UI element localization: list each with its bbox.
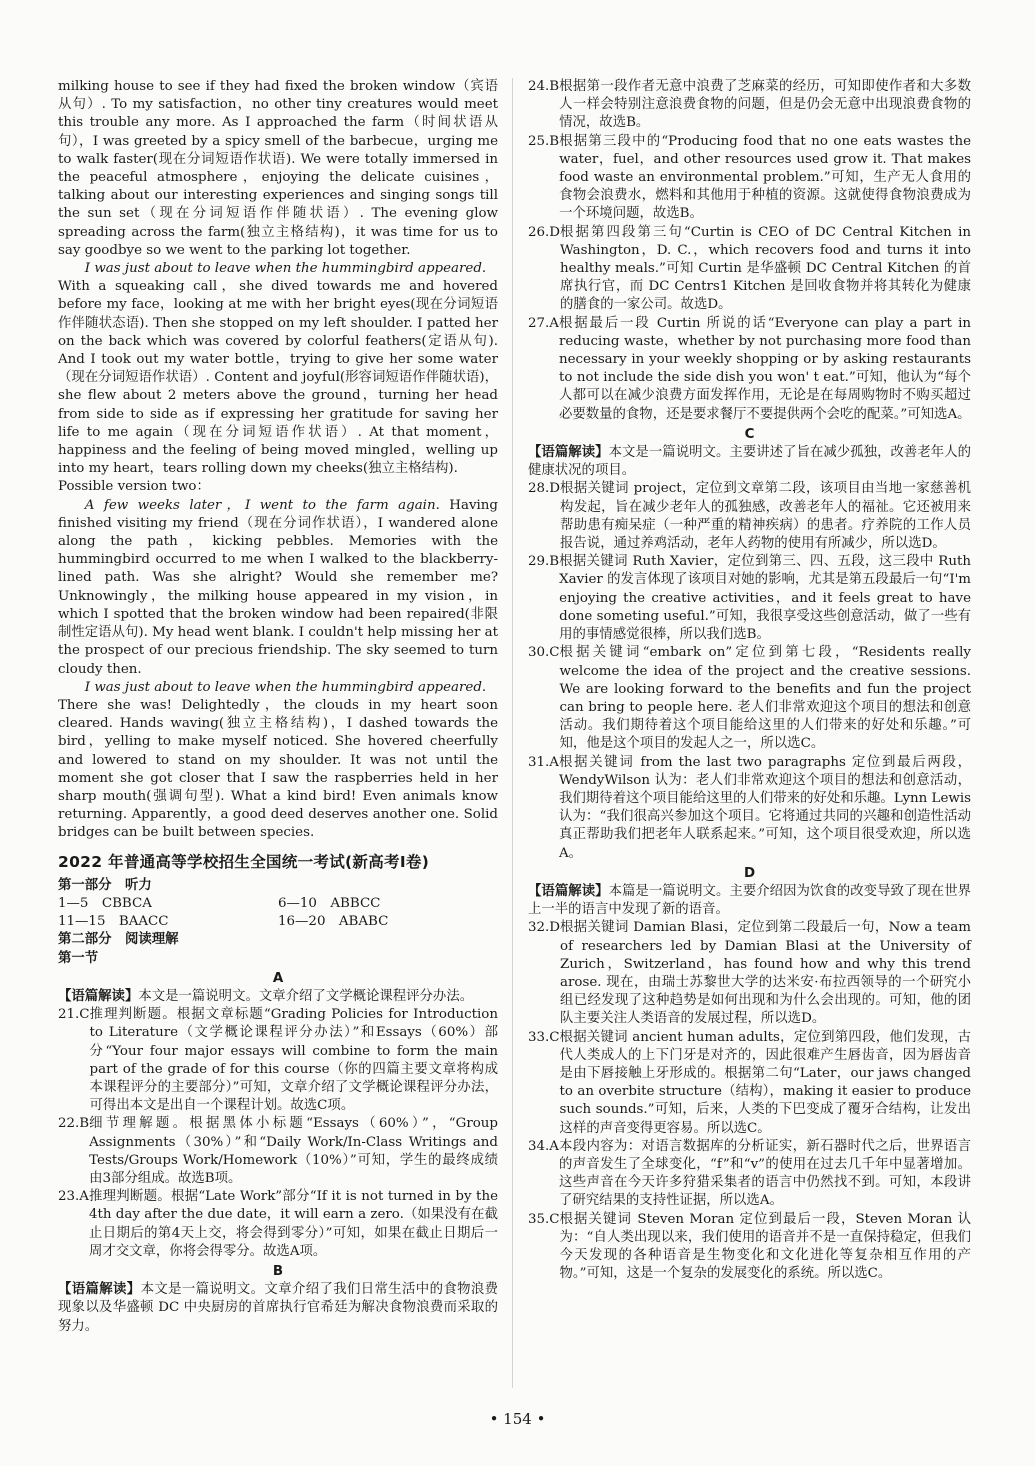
essay-lead-sentence-2: A few weeks later，I went to the farm again.: [84, 497, 440, 513]
answer-item: [528, 315, 971, 424]
page-number: • 154 •: [489, 1410, 546, 1428]
left-column: [58, 78, 498, 1336]
answer-row: [58, 895, 498, 913]
answer-explanation: 根据关键词 project，定位到文章第二段，该项目由当地一家慈善机构发起，旨在减少老年人的孤独感，改善老年人的福祉。它还被用来帮助患有痴呆症（一种严重的精神疾病）的患者。疗养院的工作人员报告说，通过养鸡活动，老年人药物的使用有所减少，所以选D。: [560, 481, 971, 552]
reading-note-text: 本文是一篇说明文。主要讲述了旨在减少孤独，改善老年人的健康状况的项目。: [528, 445, 972, 479]
passage-a-heading: A: [272, 970, 284, 986]
answer-item: [58, 1006, 498, 1115]
reading-note-d: [528, 883, 971, 919]
answer-explanation: 根据第四段第三句“Curtin is CEO of DC Central Kitchen in Washington，D. C.，which recovers food and turns it into healthy meals.”可知 Curtin 是华盛顿 DC Central Kitchen 的首席执行官，而 DC Centrs1 Kitchen 是回收食物并将其转化为健康的膳食的一家公司。故选D。: [560, 224, 971, 313]
answer-number: 35.C: [528, 1211, 560, 1227]
reading-note-c: [528, 444, 971, 480]
answer-explanation: 本段内容为：对语言数据库的分析证实，新石器时代之后，世界语言的声音发生了全球变化，“f”和“v”的使用在过去几千年中显著增加。这些声音在今天许多狩猎采集者的语言中仍然找不到。可知，本段讲了研究结果的支持性证据，所以选A。: [558, 1138, 971, 1209]
answer-item: [58, 1115, 498, 1188]
answer-number: 33.C: [528, 1029, 560, 1045]
answer-explanation: 根据关键词“embark on”定位到第七段，“Residents really welcome the idea of the project and the creative sessions. We are looking forward to the benefits and fun the project can bring to people here. 老人们非常欢迎这个项目的想法和创意活动。我们期待着这个项目能给这里的人们带来的好处和乐趣。”可知，他是这个项目的发起人之一，所以选C。: [559, 645, 971, 752]
answer-item: [528, 1029, 971, 1138]
answer-explanation: 推理判断题。根据文章标题“Grading Policies for Introduction to Literature（文学概论课程评分办法）”和Essays（60%）部分“Your four major essays will combine to form the main part of the grade of for this course（你的四篇主要文章将构成本课程评分的主要部分）”可知，文章介绍了文学概论课程评分办法，可得出本文是出自一个课程计划。故选C项。: [89, 1007, 498, 1114]
essay-paragraph-2: With a squeaking call，she dived towards me and hovered before my face，looking at me with her bright eyes(现在分词短语作伴随状态语). Then she stopped on my left shoulder. I patted her on the back which was covered by colorful feathers(定语从句). And I took out my water bottle，trying to give her some water（现在分词短语作状语）. Content and joyful(形容词短语作伴随状语)，she flew about 2 meters above the ground，turning her head from side to side as if expressing her gratitude for saving her life to me again（现在分词短语作状语）. At that moment，happiness and the feeling of being moved mingled，welling up into my heart，tears rolling down my cheeks(独立主格结构).: [58, 279, 498, 477]
answer-explanation: 根据第一段作者无意中浪费了芝麻菜的经历，可知即使作者和大多数人一样会特别注意浪费食物的问题，但是仍会无意中出现浪费食物的情况，故选B。: [559, 79, 971, 131]
answer-explanation: 根据关键词 Steven Moran 定位到最后一段，Steven Moran 认为：“自人类出现以来，我们使用的语音并不是一直保持稳定，但我们今天发现的各种语音是生物变化和文化进化等复杂相互作用的产物。”可知，这是一个复杂的发展变化的系统。所以选C。: [559, 1211, 971, 1282]
reading-note-text: 本文是一篇说明文。文章介绍了我们日常生活中的食物浪费现象以及华盛顿 DC 中央厨房的首席执行官希廷为解决食物浪费而采取的努力。: [58, 1282, 499, 1334]
reading-note-text: 本篇是一篇说明文。主要介绍因为饮食的改变导致了现在世界上一半的语言中发现了新的语音。: [528, 883, 972, 918]
essay-paragraph-3-wrapper: [58, 497, 498, 679]
answer-explanation: 根据关键词 Damian Blasi，定位到第二段最后一句，Now a team of researchers led by Damian Blasi at the University of Zurich，Switzerland，has found how and why this trend arose. 现在，由瑞士苏黎世大学的达米安·布拉西领导的一个研究小组已经发现了这种趋势是如何出现和为什么会出现的。可知，他的团队主要关注人类语音的发展过程，所以选D。: [560, 920, 971, 1027]
answer-item: [528, 480, 971, 553]
reading-note-text: 本文是一篇说明文。文章介绍了文学概论课程评分办法。: [138, 988, 474, 1004]
part-2-heading: 第二部分 阅读理解: [58, 932, 179, 948]
passage-c-heading: C: [744, 426, 755, 442]
answer-explanation: 根据最后一段 Curtin 所说的话“Everyone can play a part in reducing waste，whether by not purchasing more food than necessary in your weekly shopping or by asking restaurants to not include the side dish you won' t eat.”可知，他认为“每个人都可以在减少浪费方面发挥作用，无论是在每周购物时不购买超过必要数量的食物，还是要求餐厅不要提供两个会吃的配菜。”可知选A。: [558, 315, 971, 422]
exam-title: 2022 年普通高等学校招生全国统一考试(新高考Ⅰ卷): [58, 852, 430, 871]
answer-number: 31.A: [528, 754, 559, 770]
answer-number: 30.C: [528, 645, 560, 661]
essay-lead-sentence-3: I was just about to leave when the hummingbird appeared.: [84, 679, 487, 695]
answer-number: 24.B: [528, 79, 560, 94]
answer-range: 11—15 BAACC: [58, 914, 169, 930]
part-1-heading: 第一部分 听力: [58, 877, 152, 893]
answer-range: 1—5 CBBCA: [58, 895, 152, 911]
reading-note-tag: 【语篇解读】: [528, 883, 609, 899]
essay-paragraph-4: There she was! Delightedly，the clouds in my heart soon cleared. Hands waving(独立主格结构)，I dashed towards the bird，yelling to make myself noticed. She hovered cheerfully and lowered to stand on my shoulder. It was not until the moment she got closer that I saw the raspberries held in her sharp mouth(强调句型). What a kind bird! Even animals know returning. Apparently，a good deed deserves another one. Solid bridges can be built between species.: [58, 697, 498, 841]
answer-number: 29.B: [528, 554, 560, 570]
answer-item: [528, 1211, 971, 1284]
answer-number: 23.A: [58, 1189, 89, 1205]
answer-explanation: 细节理解题。根据黑体小标题“Essays（60%）”，“Group Assignments（30%）”和“Daily Work/In-Class Writings and Tests/Groups Work/Homework（10%）”可知，学生的最终成绩由3部分组成。故选B项。: [89, 1116, 498, 1186]
answer-number: 26.D: [528, 224, 561, 240]
answer-number: 32.D: [528, 920, 561, 936]
answer-item: [528, 644, 971, 753]
answer-item: [528, 919, 971, 1028]
answer-item: [528, 754, 971, 863]
essay-paragraph-3: Having finished visiting my friend（现在分词作状语），I wandered alone along the path，kicking pebbles. Memories with the hummingbird occurred to me when I walked to the blackberry-lined path. Was she alright? Would she remember me? Unknowingly，the milking house appeared in my vision，in which I spotted that the broken window had been repaired(非限制性定语从句). My head went blank. I couldn't help missing her at the prospect of our precious friendship. The sky seemed to turn cloudy then.: [58, 497, 498, 677]
passage-b-heading: B: [272, 1264, 284, 1279]
right-column: [528, 78, 971, 1283]
essay-lead-sentence-1: I was just about to leave when the hummingbird appeared.: [84, 261, 487, 277]
answer-explanation: 根据关键词 Ruth Xavier，定位到第三、四、五段，这三段中 Ruth Xavier 的发言体现了该项目对她的影响，尤其是第五段最后一句“I'm enjoying the creative activities，and it feels great to have done someting useful.”可知，我很享受这些创意活动，做了一些有用的事情感觉很棒，所以我们选B。: [559, 554, 971, 643]
answer-range: 16—20 ABABC: [278, 914, 389, 930]
answer-explanation: 根据关键词 from the last two paragraphs 定位到最后两段，WendyWilson 认为：老人们非常欢迎这个项目的想法和创意活动，我们期待着这个项目能给这里的人们带来的好处和乐趣。Lynn Lewis 认为：“我们很高兴参加这个项目。它将通过共同的兴趣和创造性活动真正帮助我们把老年人联系起来。”可知，这个项目很受欢迎，所以选A。: [558, 754, 971, 861]
reading-note-tag: 【语篇解读】: [58, 1282, 141, 1298]
answer-item: [528, 133, 971, 224]
reading-note-a: [58, 988, 498, 1006]
reading-note-tag: 【语篇解读】: [58, 988, 139, 1004]
passage-d-heading: D: [743, 865, 756, 881]
answer-item: [528, 553, 971, 644]
answer-item: [528, 1138, 971, 1211]
reading-note-b: [58, 1281, 498, 1336]
answer-number: 28.D: [528, 481, 561, 497]
section-1-heading: 第一节: [58, 950, 99, 966]
answer-item: [528, 224, 971, 315]
essay-paragraph-1: milking house to see if they had fixed the broken window（宾语从句）. To my satisfaction，no other tiny creatures would meet this trouble any more. As I approached the farm（时间状语从句），I was greeted by a spicy smell of the barbecue，urging me to walk faster(现在分词短语作状语). We were totally immersed in the peaceful atmosphere，enjoying the delicate cuisines，talking about our interesting experiences and singing songs till the sun set（现在分词短语作伴随状语）. The evening glow spreading across the farm(独立主格结构)，it was time for us to say goodbye so we went to the parking lot together.: [58, 79, 498, 258]
answer-number: 21.C: [58, 1007, 90, 1023]
answer-item: [528, 78, 971, 133]
answer-number: 25.B: [528, 133, 560, 149]
answer-row: [58, 913, 498, 931]
answer-explanation: 推理判断题。根据“Late Work”部分“If it is not turned in by the 4th day after the due date，it will earn a zero.（如果没有在截止日期后的第4天上交，将会得到零分）”可知，如果在截止日期后一周才交文章，你将会得零分。故选A项。: [88, 1189, 498, 1259]
answer-number: 27.A: [528, 315, 559, 331]
answer-item: [58, 1188, 498, 1261]
answer-explanation: 根据第三段中的“Producing food that no one eats wastes the water，fuel，and other resources used grow it. That makes food waste an environmental problem.”可知，生产无人食用的食物会浪费水，燃料和其他用于种植的资源。这就使得食物浪费成为一个环境问题，故选B。: [559, 133, 971, 222]
column-divider: [512, 78, 513, 1388]
reading-note-tag: 【语篇解读】: [528, 445, 609, 461]
answer-explanation: 根据关键词 ancient human adults，定位到第四段，他们发现，古代人类成人的上下门牙是对齐的，因此很难产生唇齿音，因为唇齿音是由下唇接触上牙形成的。根据第二句“Later，our jaws changed to an overbite structure（结构），making it easier to produce such sounds.”可知，后来，人类的下巴变成了覆牙合结构，让发出这样的声音变得更容易。所以选C。: [559, 1029, 971, 1136]
answer-number: 34.A: [528, 1138, 559, 1154]
answer-range: 6—10 ABBCC: [278, 895, 381, 911]
version-two-label: Possible version two：: [58, 479, 210, 495]
answer-number: 22.B: [58, 1116, 90, 1132]
